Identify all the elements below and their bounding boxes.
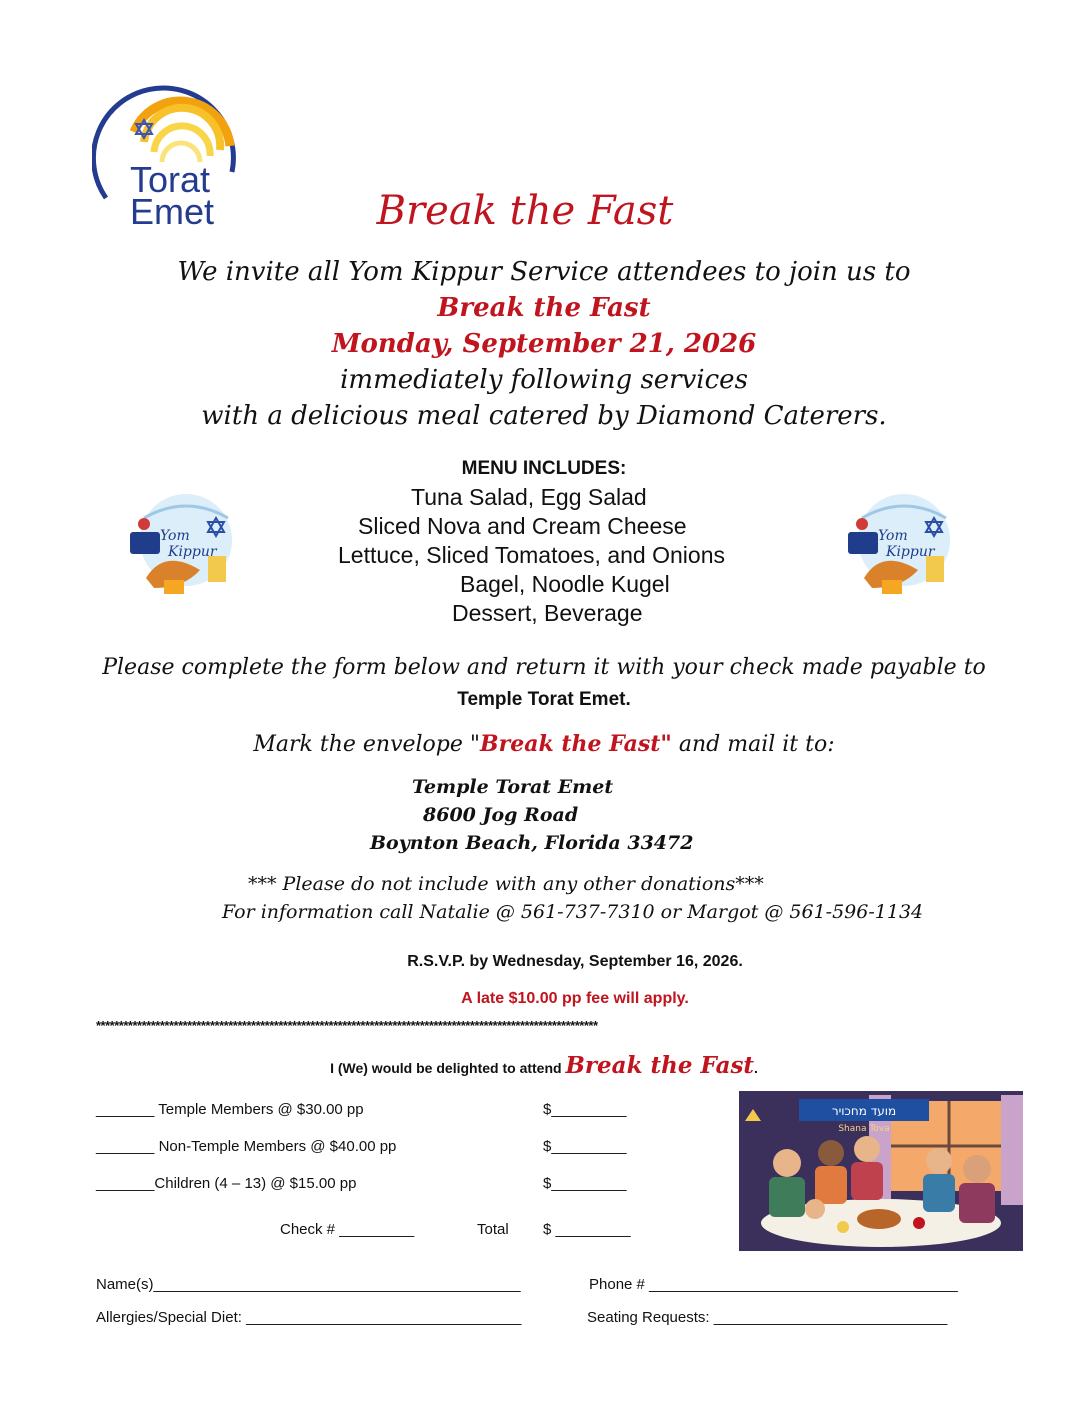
menu-item: Lettuce, Sliced Tomatoes, and Onions [338,542,725,568]
check-number-field[interactable]: Check # _________ [280,1221,415,1238]
invite-event-date: Monday, September 21, 2026 [331,329,757,359]
seating-requests-field[interactable]: Seating Requests: ____________________________ [587,1309,948,1326]
illustration-banner-text: מועד מחכויר [831,1104,897,1118]
invite-event-name: Break the Fast [437,293,651,323]
attend-text: . [754,1060,758,1076]
payee-name: Temple Torat Emet. [457,689,631,710]
phone-field[interactable]: Phone # _____________________________________ [589,1276,958,1293]
mark-text: and mail it to: [671,732,835,757]
yk-badge-word: Kippur [168,544,217,560]
mark-text: Mark the envelope " [253,732,481,757]
menu-item: Tuna Salad, Egg Salad [411,484,647,510]
attend-text: I (We) would be delighted to attend [330,1060,566,1076]
invite-line: immediately following services [340,365,748,395]
attend-statement [0,1052,1088,1079]
late-fee-note: A late $10.00 pp fee will apply. [461,990,689,1007]
amount-field-non-temple-members[interactable]: $_________ [543,1138,627,1155]
menu-heading: MENU INCLUDES: [461,458,627,479]
total-label: Total [477,1221,509,1238]
allergies-field[interactable]: Allergies/Special Diet: _________________________________ [96,1309,522,1326]
form-row-non-temple-members[interactable]: _______ Non-Temple Members @ $40.00 pp [96,1138,397,1155]
mark-event-name: Break the Fast" [480,731,672,757]
logo-text-emet: Emet [130,191,215,230]
page-title: Break the Fast [376,188,674,234]
names-field[interactable]: Name(s)____________________________________________ [96,1276,521,1293]
menu-item: Dessert, Beverage [452,600,643,626]
rsvp-deadline: R.S.V.P. by Wednesday, September 16, 2026. [407,953,743,970]
address-line: Temple Torat Emet [412,776,614,798]
family-dinner-illustration [739,1091,1023,1251]
attend-event-name: Break the Fast [565,1052,755,1079]
yk-badge-word: Yom [160,528,190,544]
envelope-instructions [0,731,1088,757]
yk-badge-word: Kippur [886,544,935,560]
menu-item: Sliced Nova and Cream Cheese [358,513,687,539]
yom-kippur-illustration-left [124,488,248,600]
logo-text-torat: Torat [130,159,211,200]
yk-badge-word: Yom [878,528,908,544]
invitation-block [0,254,1088,434]
contact-info: For information call Natalie @ 561-737-7310 or Margot @ 561-596-1134 [222,901,924,923]
address-line: Boynton Beach, Florida 33472 [370,832,694,854]
form-row-children[interactable]: _______Children (4 – 13) @ $15.00 pp [96,1175,357,1192]
amount-field-children[interactable]: $_________ [543,1175,627,1192]
invite-line: with a delicious meal catered by Diamond Caterers. [201,401,887,431]
amount-field-temple-members[interactable]: $_________ [543,1101,627,1118]
invite-line: We invite all Yom Kippur Service attendees to join us to [177,257,911,287]
illustration-subtitle: Shana Tova [838,1124,890,1134]
mailing-address [370,773,693,857]
menu-item: Bagel, Noodle Kugel [460,571,670,597]
yom-kippur-illustration-right [842,488,966,600]
donation-note: *** Please do not include with any other donations*** [248,873,764,895]
address-line: 8600 Jog Road [423,804,579,826]
instructions-text: Please complete the form below and return it with your check made payable to [102,655,986,680]
total-amount-field[interactable]: $ _________ [543,1221,631,1238]
form-row-temple-members[interactable]: _______ Temple Members @ $30.00 pp [96,1101,364,1118]
separator-line: ************************************************************************************************************** [96,1018,598,1033]
